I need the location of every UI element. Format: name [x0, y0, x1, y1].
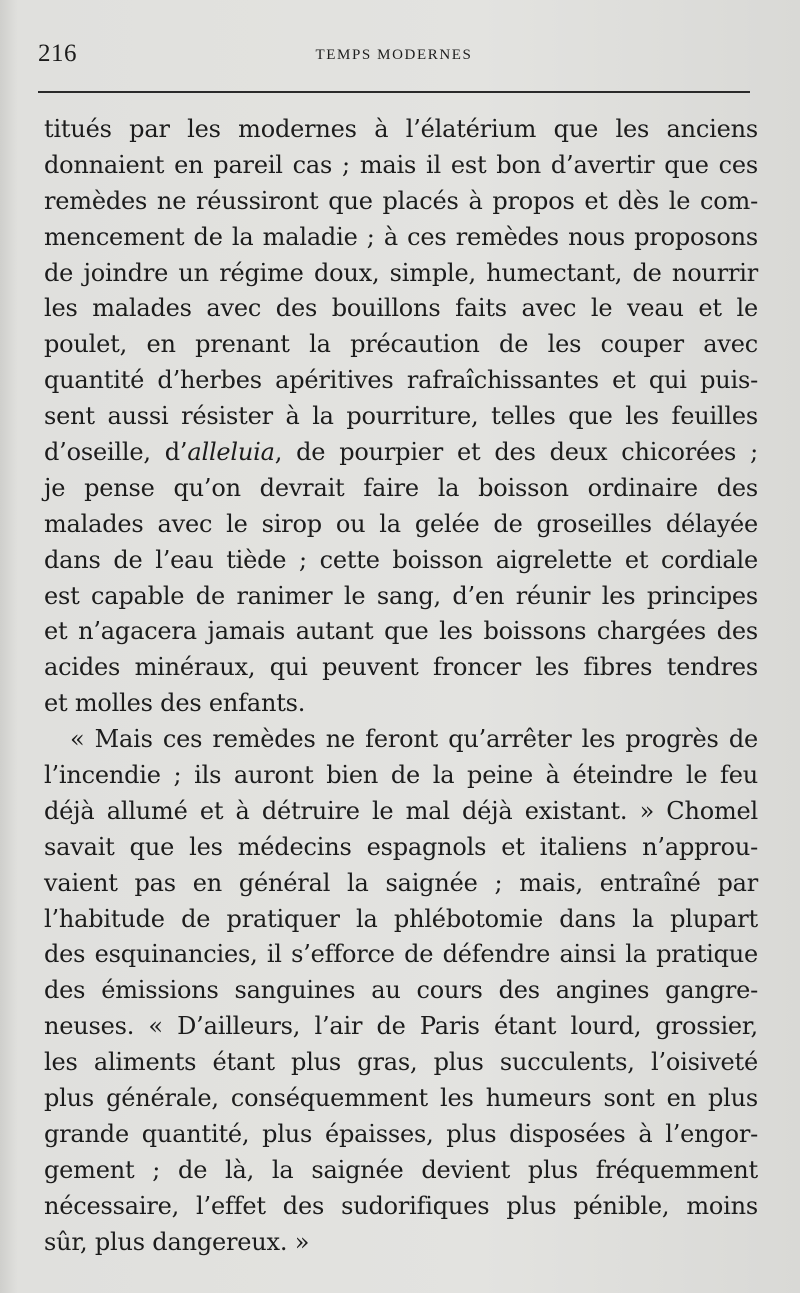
text-line: je pense qu’on devrait faire la boisson ordinaire des — [44, 473, 758, 502]
text-line: les aliments étant plus gras, plus succulents, l’oisiveté — [44, 1048, 758, 1077]
text-line: titués par les modernes à l’élatérium que les anciens — [44, 115, 758, 143]
text-line: remèdes ne réussiront que placés à propos et dès le com- — [44, 186, 758, 215]
text-line: malades avec le sirop ou la gelée de groseilles délayée — [44, 509, 758, 538]
italic-word: alleluia — [187, 438, 275, 467]
text-line: grande quantité, plus épaisses, plus disposées à l’engor- — [44, 1119, 758, 1148]
text-line: est capable de ranimer le sang, d’en réunir les principes — [44, 581, 758, 610]
text-line: d’oseille, d’alleluia, de pourpier et des deux chicorées ; — [44, 438, 758, 467]
text-line: gement ; de là, la saignée devient plus fréquemment — [44, 1155, 758, 1184]
running-title: TEMPS MODERNES — [315, 47, 473, 63]
page-header — [38, 40, 750, 80]
text-line: savait que les médecins espagnols et italiens n’approu- — [44, 832, 758, 861]
text-line: vaient pas en général la saignée ; mais, entraîné par — [44, 868, 758, 897]
text-line: et molles des enfants. — [44, 689, 306, 718]
text-line: des émissions sanguines au cours des angines gangre- — [44, 976, 758, 1005]
text-line: sûr, plus dangereux. » — [44, 1227, 310, 1256]
text-line: acides minéraux, qui peuvent froncer les fibres tendres — [44, 653, 758, 682]
text-line: les malades avec des bouillons faits avec le veau et le — [44, 294, 758, 323]
text-line: donnaient en pareil cas ; mais il est bon d’avertir que ces — [44, 150, 758, 179]
page-number: 216 — [38, 40, 77, 67]
text-line: sent aussi résister à la pourriture, telles que les feuilles — [44, 402, 758, 431]
text-line: et n’agacera jamais autant que les boissons chargées des — [44, 617, 758, 646]
text-line: l’incendie ; ils auront bien de la peine à éteindre le feu — [44, 761, 758, 790]
text-line: mencement de la maladie ; à ces remèdes nous proposons — [44, 222, 758, 251]
text-line: déjà allumé et à détruire le mal déjà existant. » Chomel — [44, 796, 758, 825]
text-line: quantité d’herbes apéritives rafraîchissantes et qui puis- — [44, 366, 758, 395]
text-line: de joindre un régime doux, simple, humectant, de nourrir — [44, 258, 758, 287]
text-line: poulet, en prenant la précaution de les couper avec — [44, 330, 758, 359]
text-line: « Mais ces remèdes ne feront qu’arrêter les progrès de — [70, 725, 758, 754]
text-line: des esquinancies, il s’efforce de défendre ainsi la pratique — [44, 940, 758, 969]
text-line: plus générale, conséquemment les humeurs sont en plus — [44, 1084, 758, 1113]
text-line: dans de l’eau tiède ; cette boisson aigrelette et cordiale — [44, 545, 758, 574]
body-text — [44, 112, 758, 1261]
text-line: neuses. « D’ailleurs, l’air de Paris étant lourd, grossier, — [44, 1012, 758, 1041]
text-line: l’habitude de pratiquer la phlébotomie dans la plupart — [44, 904, 758, 933]
text-line: nécessaire, l’effet des sudorifiques plus pénible, moins — [44, 1191, 758, 1220]
header-rule — [38, 91, 750, 93]
